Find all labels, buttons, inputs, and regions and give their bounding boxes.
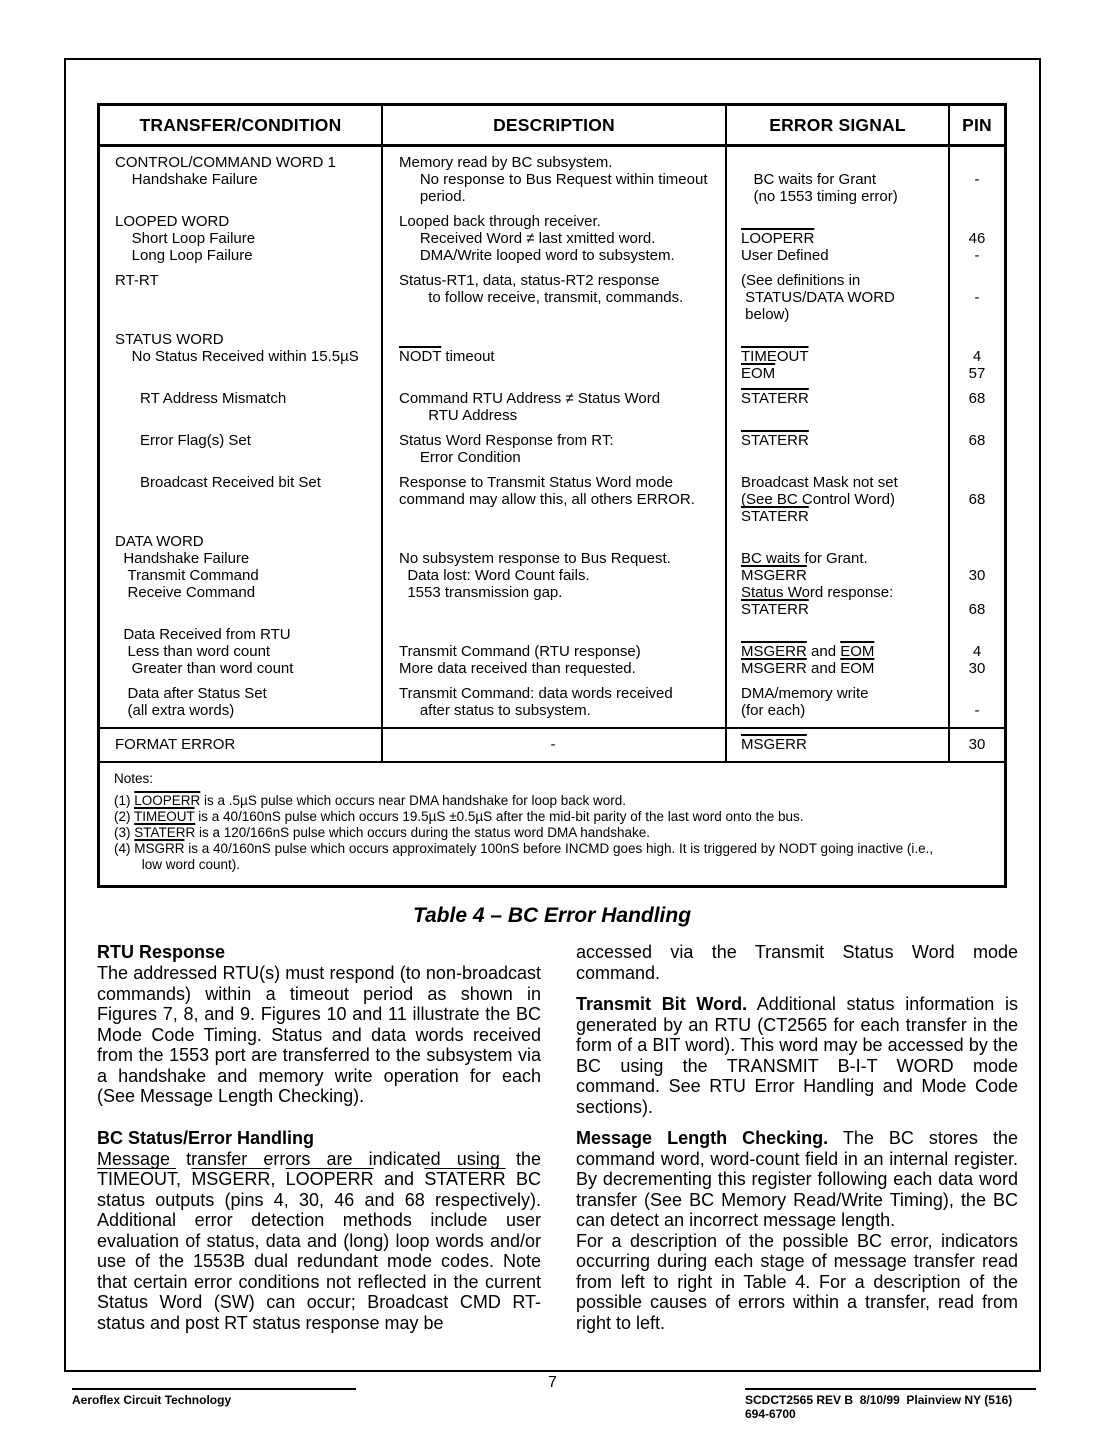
table-cell-pin (950, 147, 1004, 213)
table-line: LOOPED WORD (115, 213, 230, 230)
table-line: Command RTU Address ≠ Status Word (399, 390, 661, 407)
format-error-error (727, 727, 950, 763)
table-line (741, 348, 946, 365)
table-line: - (974, 247, 980, 264)
lead-transmit-bit-word: Transmit Bit Word. (576, 994, 748, 1014)
table-line: STATUS/DATA WORD (741, 289, 895, 306)
table-line (741, 365, 946, 382)
table-cell-pin (950, 432, 1004, 474)
table-cell-condition (100, 533, 383, 626)
table-cell-pin (950, 533, 1004, 626)
table-cell-condition (100, 272, 383, 331)
table-line: No Status Received within 15.5µS (115, 348, 359, 365)
format-error-pin (950, 727, 1004, 763)
heading-bc-status-error-handling: BC Status/Error Handling (97, 1127, 315, 1148)
signal-name: MSGRR (134, 841, 185, 856)
table-line: Data lost: Word Count fails. (399, 567, 590, 584)
table-cell-description (383, 331, 727, 390)
footer-company: Aeroflex Circuit Technology (72, 1393, 232, 1407)
paragraph-rtu-response: The addressed RTU(s) must respond (to non-broadcast commands) within a timeout period as shown in Figures 7, 8, and 9. Figures 10 and 11 illustrate the BC Mode Code Timing. Status and data words received from the 1553 port are transferred to the subsystem via a handshake and memory write operation for each (See Message Length Checking). (97, 963, 541, 1106)
table-line: FORMAT ERROR (115, 736, 236, 753)
table-line (950, 272, 1004, 289)
table-line: Broadcast Received bit Set (115, 474, 321, 491)
table-cell-error (727, 147, 950, 213)
note-3: (3) STATERR is a 120/166nS pulse which occurs during the status word DMA handshake. (114, 825, 651, 840)
table-line (741, 331, 946, 348)
table-line: Long Loop Failure (115, 247, 253, 264)
col-header-pin: PIN (950, 106, 1004, 147)
table-line (950, 685, 1004, 702)
table-cell-pin (950, 474, 1004, 533)
table-line: Greater than word count (115, 660, 294, 677)
table-line: Transmit Command (RTU response) (399, 643, 641, 660)
table-line (950, 550, 1004, 567)
signal-name: STATERR (741, 390, 809, 407)
signal-name: MSGERR (741, 643, 807, 660)
table-line: More data received than requested. (399, 660, 636, 677)
note-4: (4) MSGRR is a 40/160nS pulse which occurs approximately 100nS before INCMD goes high. It is triggered by NODT going inactive (i.e., low word count). (114, 841, 934, 872)
table-cell-error (727, 533, 950, 626)
table-cell-description (383, 685, 727, 727)
table-cell-error (727, 626, 950, 685)
table-cell-pin (950, 272, 1004, 331)
table-cell-pin (950, 331, 1004, 390)
table-line (741, 601, 946, 618)
table-cell-condition (100, 685, 383, 727)
table-cell-description (383, 390, 727, 432)
table-line (741, 533, 946, 550)
table-line: DMA/memory write (741, 685, 869, 702)
table-line: Status Word Response from RT: (399, 432, 614, 449)
table-line: Receive Command (115, 584, 256, 601)
signal-name: MSGERR (741, 660, 807, 677)
table-line: Handshake Failure (115, 550, 250, 567)
table-line: Looped back through receiver. (399, 213, 601, 230)
table-cell-condition (100, 390, 383, 432)
bc-error-handling-table (97, 103, 1007, 888)
table-line: Data after Status Set (115, 685, 267, 702)
table-line (950, 626, 1004, 643)
table-line: 68 (968, 432, 986, 449)
signal-name: STATERR (424, 1169, 506, 1189)
table-cell-error (727, 432, 950, 474)
table-cell-condition (100, 213, 383, 272)
table-cell-description (383, 432, 727, 474)
table-cell-description (383, 474, 727, 533)
table-cell-condition (100, 626, 383, 685)
page-border-box (64, 58, 1041, 1372)
table-line (741, 626, 946, 643)
signal-name: MSGERR (191, 1169, 271, 1189)
table-line (399, 331, 723, 348)
signal-name: LOOPERR (285, 1169, 374, 1189)
col-header-description: DESCRIPTION (383, 106, 727, 147)
table-line: after status to subsystem. (399, 702, 591, 719)
table-line: - (550, 736, 556, 753)
table-cell-error (727, 685, 950, 727)
table-line (741, 508, 946, 525)
table-line: No response to Bus Request within timeout (399, 171, 708, 188)
table-line: Handshake Failure (115, 171, 258, 188)
table-line: command may allow this, all others ERROR. (399, 491, 695, 508)
table-line: - (974, 702, 980, 719)
notes-title: Notes: (114, 771, 154, 786)
table-line (741, 213, 946, 230)
signal-name: MSGERR (741, 736, 807, 753)
table-line: to follow receive, transmit, commands. (399, 289, 684, 306)
table-cell-pin (950, 685, 1004, 727)
table-line (950, 331, 1004, 348)
table-line (399, 626, 723, 643)
lead-message-length-checking: Message Length Checking. (576, 1128, 829, 1148)
table-line: (no 1553 timing error) (741, 188, 898, 205)
table-line (741, 432, 946, 449)
table-line: DATA WORD (115, 533, 204, 550)
table-cell-error (727, 331, 950, 390)
signal-name: $\overline{EOM}$ (840, 660, 875, 677)
signal-name: STATERR (741, 432, 809, 449)
table-line (950, 213, 1004, 230)
table-cell-pin (950, 626, 1004, 685)
table-line: Response to Transmit Status Word mode (399, 474, 674, 491)
signal-name: LOOPERR (134, 793, 201, 808)
table-line (399, 533, 723, 550)
table-cell-description (383, 213, 727, 272)
table-line: BC waits for Grant. (741, 550, 868, 567)
table-line: 57 (968, 365, 986, 382)
table-line: 4 (972, 643, 982, 660)
table-line: (all extra words) (115, 702, 235, 719)
body-column-right (576, 942, 1018, 1333)
signal-name: TIMEOUT (741, 348, 809, 365)
table-line: STATUS WORD (115, 331, 224, 348)
table-line: Error Condition (399, 449, 521, 466)
table-line: (for each) (741, 702, 806, 719)
paragraph-continuation: accessed via the Transmit Status Word mode command. (576, 942, 1018, 983)
table-line: Memory read by BC subsystem. (399, 154, 613, 171)
table-line: RT-RT (115, 272, 159, 289)
table-line: Received Word ≠ last xmitted word. (399, 230, 656, 247)
table-line: (See definitions in (741, 272, 861, 289)
format-error-description (383, 727, 727, 763)
signal-name: STATERR (741, 601, 809, 618)
note-2: (2) TIMEOUT is a 40/160nS pulse which occurs 19.5µS ±0.5µS after the mid-bit parity of the last word onto the bus. (114, 809, 804, 824)
table-cell-condition (100, 474, 383, 533)
table-cell-error (727, 213, 950, 272)
paragraph-message-length-checking (576, 1128, 1018, 1231)
signal-name: NODT (399, 348, 442, 365)
col-header-transfer-condition: TRANSFER/CONDITION (100, 106, 383, 147)
table-line (741, 736, 946, 753)
table-cell-error (727, 390, 950, 432)
heading-rtu-response: RTU Response (97, 942, 226, 962)
table-line: User Defined (741, 247, 829, 264)
footer-doc-info: SCDCT2565 REV B 8/10/99 Plainview NY (516) 694-6700 (745, 1393, 1016, 1421)
table-line: 68 (968, 390, 986, 407)
table-line: Error Flag(s) Set (115, 432, 251, 449)
table-notes (100, 763, 1004, 885)
table-caption: Table 4 – BC Error Handling (412, 904, 692, 927)
table-line: No subsystem response to Bus Request. (399, 550, 671, 567)
table-line: CONTROL/COMMAND WORD 1 (115, 154, 336, 171)
table-line (741, 230, 946, 247)
table-cell-description (383, 626, 727, 685)
table-line: Transmit Command: data words received (399, 685, 673, 702)
table-line: 30 (968, 567, 986, 584)
table-line: 1553 transmission gap. (399, 584, 563, 601)
footer-right (745, 1388, 1036, 1421)
paragraph-error-description-order: For a description of the possible BC error, indicators occurring during each stage of message transfer read from left to right in Table 4. For a description of the possible causes of errors within a transfer, read from right to left. (576, 1230, 1018, 1333)
table-line: MSGERR and $\overline{EOM}$ (741, 660, 875, 677)
table-line: (See BC Control Word) (741, 491, 895, 508)
footer-right-rule (745, 1388, 1036, 1390)
table-line: 30 (968, 736, 986, 753)
table-line: 46 (968, 230, 986, 247)
body-columns (97, 942, 1018, 1333)
format-error-condition (100, 727, 383, 763)
table-cell-description (383, 272, 727, 331)
table-line (950, 474, 1004, 491)
footer-left-rule (72, 1388, 356, 1390)
table-line: Data Received from RTU (115, 626, 291, 643)
table-line (950, 154, 1004, 171)
signal-name: LOOPERR (741, 230, 815, 247)
table-line: Status-RT1, data, status-RT2 response (399, 272, 660, 289)
signal-name: TIMEOUT (134, 809, 195, 824)
paragraph-bc-status-error-handling: Message transfer errors are indicated using the TIMEOUT, MSGERR, LOOPERR and STATERR BC status outputs (pins 4, 30, 46 and 68 respectively). Additional error detection methods include user evaluation of status, data and (long) loop words and/or use of the 1553B dual redundant mode codes. Note that certain error conditions not reflected in the current Status Word (SW) can occur; Broadcast CMD RT-status and post RT status response may be (97, 1148, 541, 1333)
table-line: 30 (968, 660, 986, 677)
body-column-left (97, 942, 541, 1333)
table-line: period. (399, 188, 466, 205)
table-cell-error (727, 272, 950, 331)
table-cell-pin (950, 213, 1004, 272)
table-cell-description (383, 147, 727, 213)
table-line: Broadcast Mask not set (741, 474, 898, 491)
text-message-length-checking: The BC stores the command word, word-count field in an internal register. By decrementing this register following each data word transfer (See BC Memory Read/Write Timing), the BC can detect an incorrect message length. (576, 1128, 1018, 1230)
footer-left (72, 1388, 356, 1407)
table-cell-condition (100, 432, 383, 474)
text-transmit-bit-word: Additional status information is generated by an RTU (CT2565 for each transfer in the form of a BIT word). This word may be accessed by the BC using the TRANSMIT B-I-T WORD mode command. See RTU Error Handling and Mode Code sections). (576, 994, 1018, 1117)
signal-name: STATERR (134, 825, 196, 840)
table-cell-pin (950, 390, 1004, 432)
table-line: RT Address Mismatch (115, 390, 287, 407)
note-1: (1) LOOPERR is a .5µS pulse which occurs near DMA handshake for loop back word. (114, 793, 627, 808)
table-line: NODT timeout (399, 348, 495, 365)
table-line: - (974, 289, 980, 306)
table-line: 68 (968, 491, 986, 508)
table-line: Status Word response: (741, 584, 894, 601)
table-line: Short Loop Failure (115, 230, 256, 247)
col-header-error-signal: ERROR SIGNAL (727, 106, 950, 147)
signal-name: MSGERR (741, 567, 807, 584)
table-line: Less than word count (115, 643, 271, 660)
table-cell-condition (100, 331, 383, 390)
signal-name: $\overline{EOM}$ (840, 643, 875, 660)
table-line: RTU Address (399, 407, 518, 424)
table-line: MSGERR and $\overline{EOM}$ (741, 643, 875, 660)
table-line (950, 584, 1004, 601)
paragraph-transmit-bit-word (576, 994, 1018, 1117)
table-line (950, 533, 1004, 550)
signal-name: STATERR (741, 508, 809, 525)
table-cell-description (383, 533, 727, 626)
table-line: Transmit Command (115, 567, 259, 584)
table-line (741, 567, 946, 584)
table-line (741, 390, 946, 407)
table-line: 4 (972, 348, 982, 365)
table-line: DMA/Write looped word to subsystem. (399, 247, 675, 264)
signal-name: TIMEOUT (97, 1169, 176, 1189)
table-line: - (974, 171, 980, 188)
table-line (741, 154, 946, 171)
signal-name: $\overline{EOM}$ (741, 365, 776, 382)
table-cell-condition (100, 147, 383, 213)
table-line: 68 (968, 601, 986, 618)
table-cell-error (727, 474, 950, 533)
table-line: BC waits for Grant (741, 171, 877, 188)
table-line: below) (741, 306, 790, 323)
page-number: 7 (548, 1374, 557, 1391)
